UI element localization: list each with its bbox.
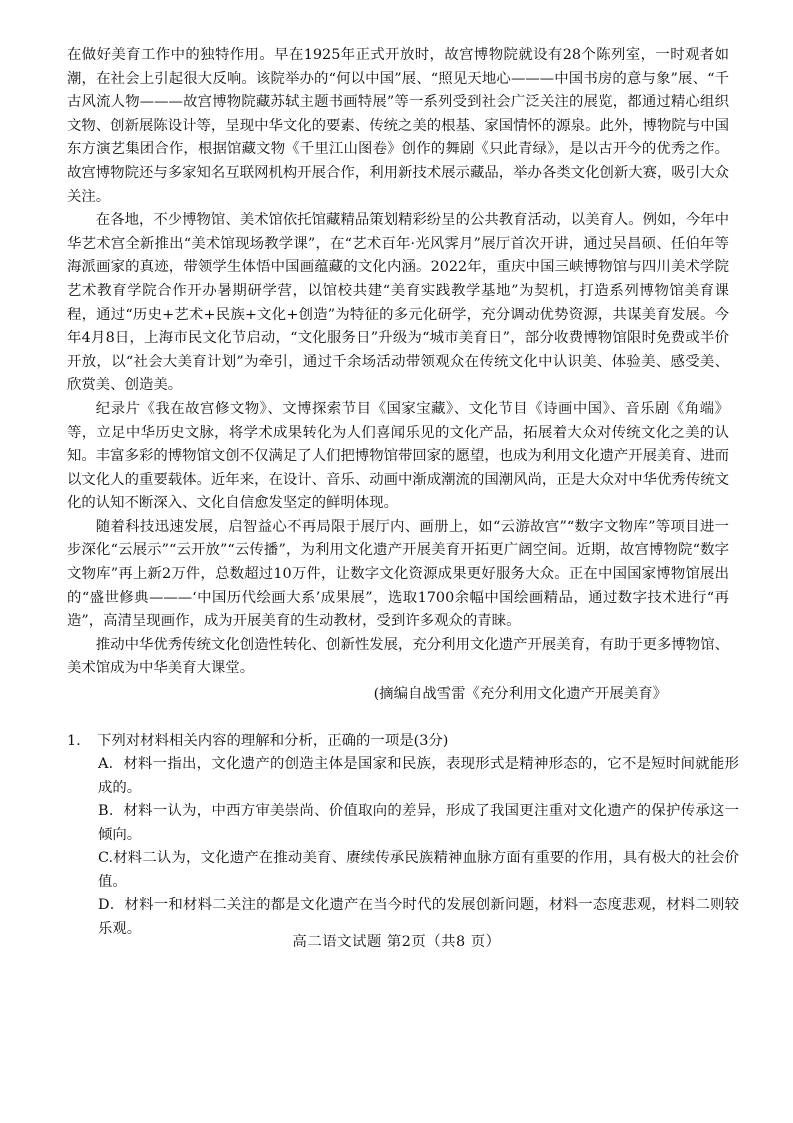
question-text: 下列对材料相关内容的理解和分析，正确的一项是(3分) [97, 733, 449, 749]
article-source: (摘编自战雪雷《充分利用文化遗产开展美育》 [373, 686, 667, 703]
paragraph-digital-technology: 随着科技迅速发展，启智益心不再局限于展厅内、画册上，如“云游故宫”“数字文物库”等项目进一步深化“云展示”“云开放”“云传播”，为利用文化遗产开展美育开拓更广阔空间。近期，故宫博物院“数字文物库”再上新2万件，总数超过10万件，让数字文化资源成果更好服务大众。正在中国国家博物馆展出的“盛世修典———‘中国历代绘画大系’成果展”，选取1700余幅中国绘画精品，通过数字技术进行“再造”，高清呈现画作，成为开展美育的生动教材，受到许多观众的青睐。 [67, 518, 729, 630]
paragraph-palace-museum: 在做好美育工作中的独特作用。早在1925年正式开放时，故宫博物院就设有28个陈列室，一时观者如潮，在社会上引起很大反响。该院举办的“何以中国”展、“照见天地心———中国书房的意与象”展、“千古风流人物———故宫博物院藏苏轼主题书画特展”等一系列受到社会广泛关注的展览，都通过精心组织文物、创新展陈设计等，呈现中华文化的要素、传统之美的根基、家国情怀的源泉。此外，博物院与中国东方演艺集团合作，根据馆藏文物《千里江山图卷》创作的舞剧《只此青绿》，是以古开今的优秀之作。故宫博物院还与多家知名互联网机构开展合作，利用新技术展示藏品，举办各类文化创新大赛，吸引大众关注。 [67, 47, 729, 205]
paragraph-local-museums: 在各地，不少博物馆、美术馆依托馆藏精品策划精彩纷呈的公共教育活动，以美育人。例如，今年中华艺术宫全新推出“美术馆现场教学课”，在“艺术百年·光风霁月”展厅首次开讲，通过吴昌硕、任伯年等海派画家的真迹，带领学生体悟中国画蕴藏的文化内涵。2022年，重庆中国三峡博物馆与四川美术学院艺术教育学院合作开办暑期研学营，以馆校共建“美育实践教学基地”为契机，打造系列博物馆美育课程，通过“历史+艺术+民族+文化+创造”为特征的多元化研学，充分调动优势资源，共谋美育发展。今年4月8日，上海市民文化节启动，“文化服务日”升级为“城市美育日”，部分收费博物馆限时免费或半价开放，以“社会大美育计划”为牵引，通过千余场活动带领观众在传统文化中认识美、体验美、感受美、欣赏美、创造美。 [67, 212, 729, 394]
option-b: B．材料一认为，中西方审美崇尚、价值取向的差异，形成了我国更注重对文化遗产的保护传承这一倾向。 [98, 803, 739, 843]
paragraph-conclusion: 推动中华优秀传统文化创造性转化、创新性发展，充分利用文化遗产开展美育，有助于更多博物馆、美术馆成为中华美育大课堂。 [67, 636, 729, 677]
question-number: 1. [67, 733, 81, 749]
question-stem [67, 729, 739, 753]
option-a: A．材料一指出，文化遗产的创造主体是国家和民族，表现形式是精神形态的，它不是短时间就能形成的。 [98, 756, 739, 796]
article-body [67, 44, 729, 707]
paragraph-cultural-products: 纪录片《我在故宫修文物》、文博探索节目《国家宝藏》、文化节目《诗画中国》、音乐剧《角端》等，立足中华历史文脉，将学术成果转化为人们喜闻乐见的文化产品，拓展着大众对传统文化之美的认知。丰富多彩的博物馆文创不仅满足了人们把博物馆带回家的愿望，也成为利用文化遗产开展美育、进而以文化人的重要载体。近年来，在设计、音乐、动画中渐成潮流的国潮风尚，正是大众对中华优秀传统文化的认知不断深入、文化自信愈发坚定的鲜明体现。 [67, 400, 729, 512]
page-footer: 高二语文试题 第2页（共8 页） [292, 934, 501, 950]
option-c: C.材料二认为，文化遗产在推动美育、赓续传承民族精神血脉方面有重要的作用，具有极大的社会价值。 [98, 850, 739, 890]
question-1 [67, 729, 739, 941]
option-d: D．材料一和材料二关注的都是文化遗产在当今时代的发展创新问题，材料一态度悲观，材料二则较乐观。 [98, 897, 739, 937]
